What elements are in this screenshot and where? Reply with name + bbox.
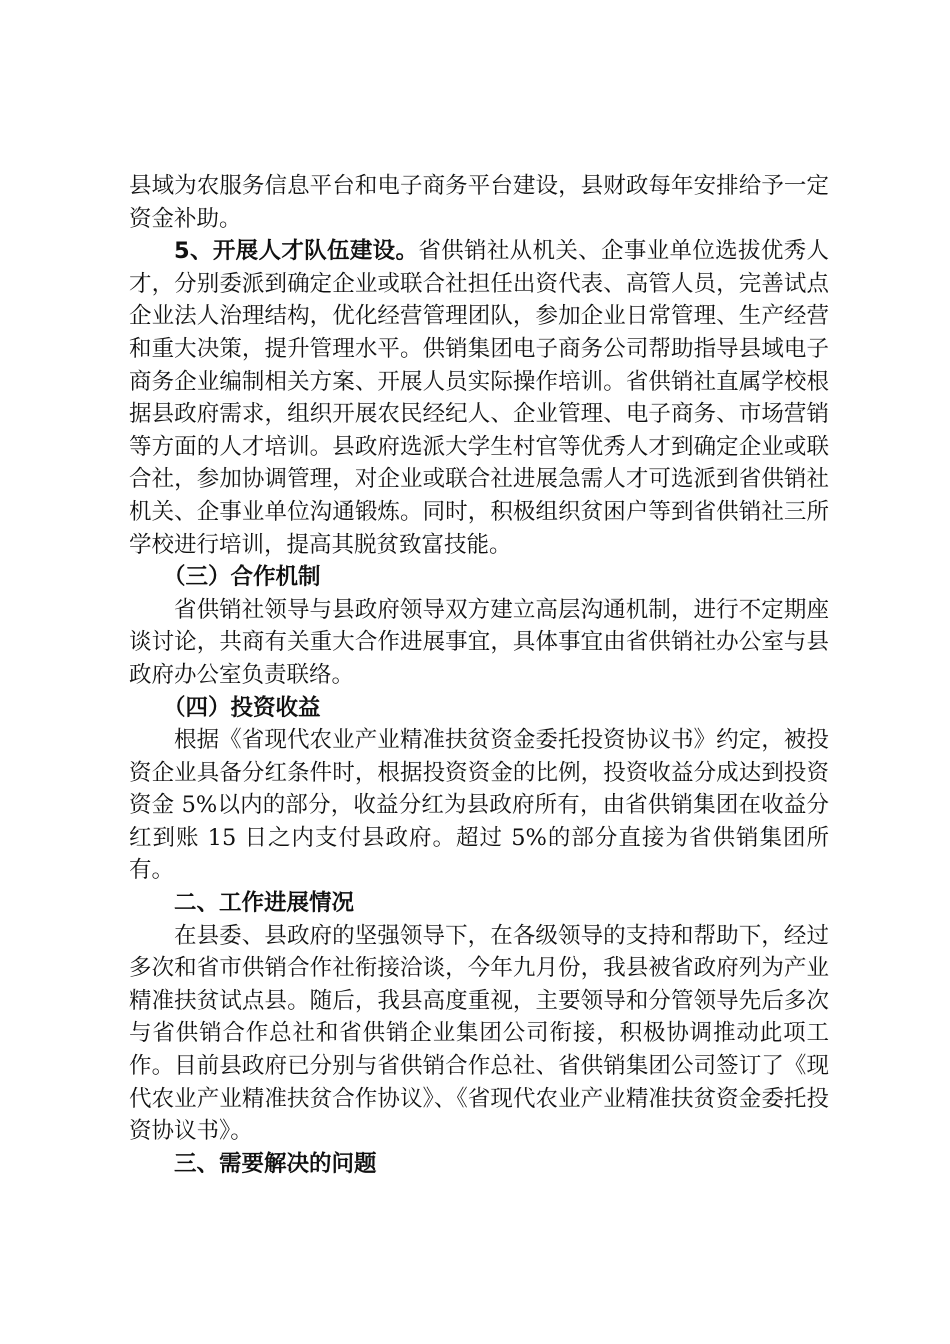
paragraph-talent	[129, 235, 829, 561]
talent-lead-heading: 5、开展人才队伍建设。	[174, 238, 419, 265]
paragraph-intro: 县域为农服务信息平台和电子商务平台建设，县财政每年安排给予一定资金补助。	[129, 173, 829, 232]
heading-progress: 二、工作进展情况	[174, 890, 355, 917]
document-page	[129, 170, 829, 1180]
paragraph-progress: 在县委、县政府的坚强领导下，在各级领导的支持和帮助下，经过多次和省市供销合作社衔接洽谈，今年九月份，我县被省政府列为产业精准扶贫试点县。随后，我县高度重视，主要领导和分管领导先后多次与省供销合作总社和省供销企业集团公司衔接，积极协调推动此项工作。目前县政府已分别与省供销合作总社、省供销集团公司签订了《现代农业产业精准扶贫合作协议》、《省现代农业产业精准扶贫资金委托投资协议书》。	[129, 922, 829, 1145]
paragraph-investment: 根据《省现代农业产业精准扶贫资金委托投资协议书》约定，被投资企业具备分红条件时，根据投资资金的比例，投资收益分成达到投资资金 5%以内的部分，收益分红为县政府所有，由省供销集团在收益分红到账 15 日之内支付县政府。超过 5%的部分直接为省供销集团所有。	[129, 727, 829, 884]
talent-body-text: 省供销社从机关、企事业单位选拔优秀人才，分别委派到确定企业或联合社担任出资代表、高管人员，完善试点企业法人治理结构，优化经营管理团队，参加企业日常管理、生产经营和重大决策，提升管理水平。供销集团电子商务公司帮助指导县域电子商务企业编制相关方案、开展人员实际操作培训。省供销社直属学校根据县政府需求，组织开展农民经纪人、企业管理、电子商务、市场营销等方面的人才培训。县政府选派大学生村官等优秀人才到确定企业或联合社，参加协调管理，对企业或联合社进展急需人才可选派到省供销社机关、企事业单位沟通锻炼。同时，积极组织贫困户等到省供销社三所学校进行培训，提高其脱贫致富技能。	[129, 238, 829, 558]
heading-cooperation: （三）合作机制	[163, 564, 321, 591]
heading-problems: 三、需要解决的问题	[174, 1150, 377, 1177]
heading-investment: （四）投资收益	[163, 694, 321, 721]
paragraph-cooperation: 省供销社领导与县政府领导双方建立高层沟通机制，进行不定期座谈讨论，共商有关重大合作进展事宜，具体事宜由省供销社办公室与县政府办公室负责联络。	[129, 596, 829, 688]
